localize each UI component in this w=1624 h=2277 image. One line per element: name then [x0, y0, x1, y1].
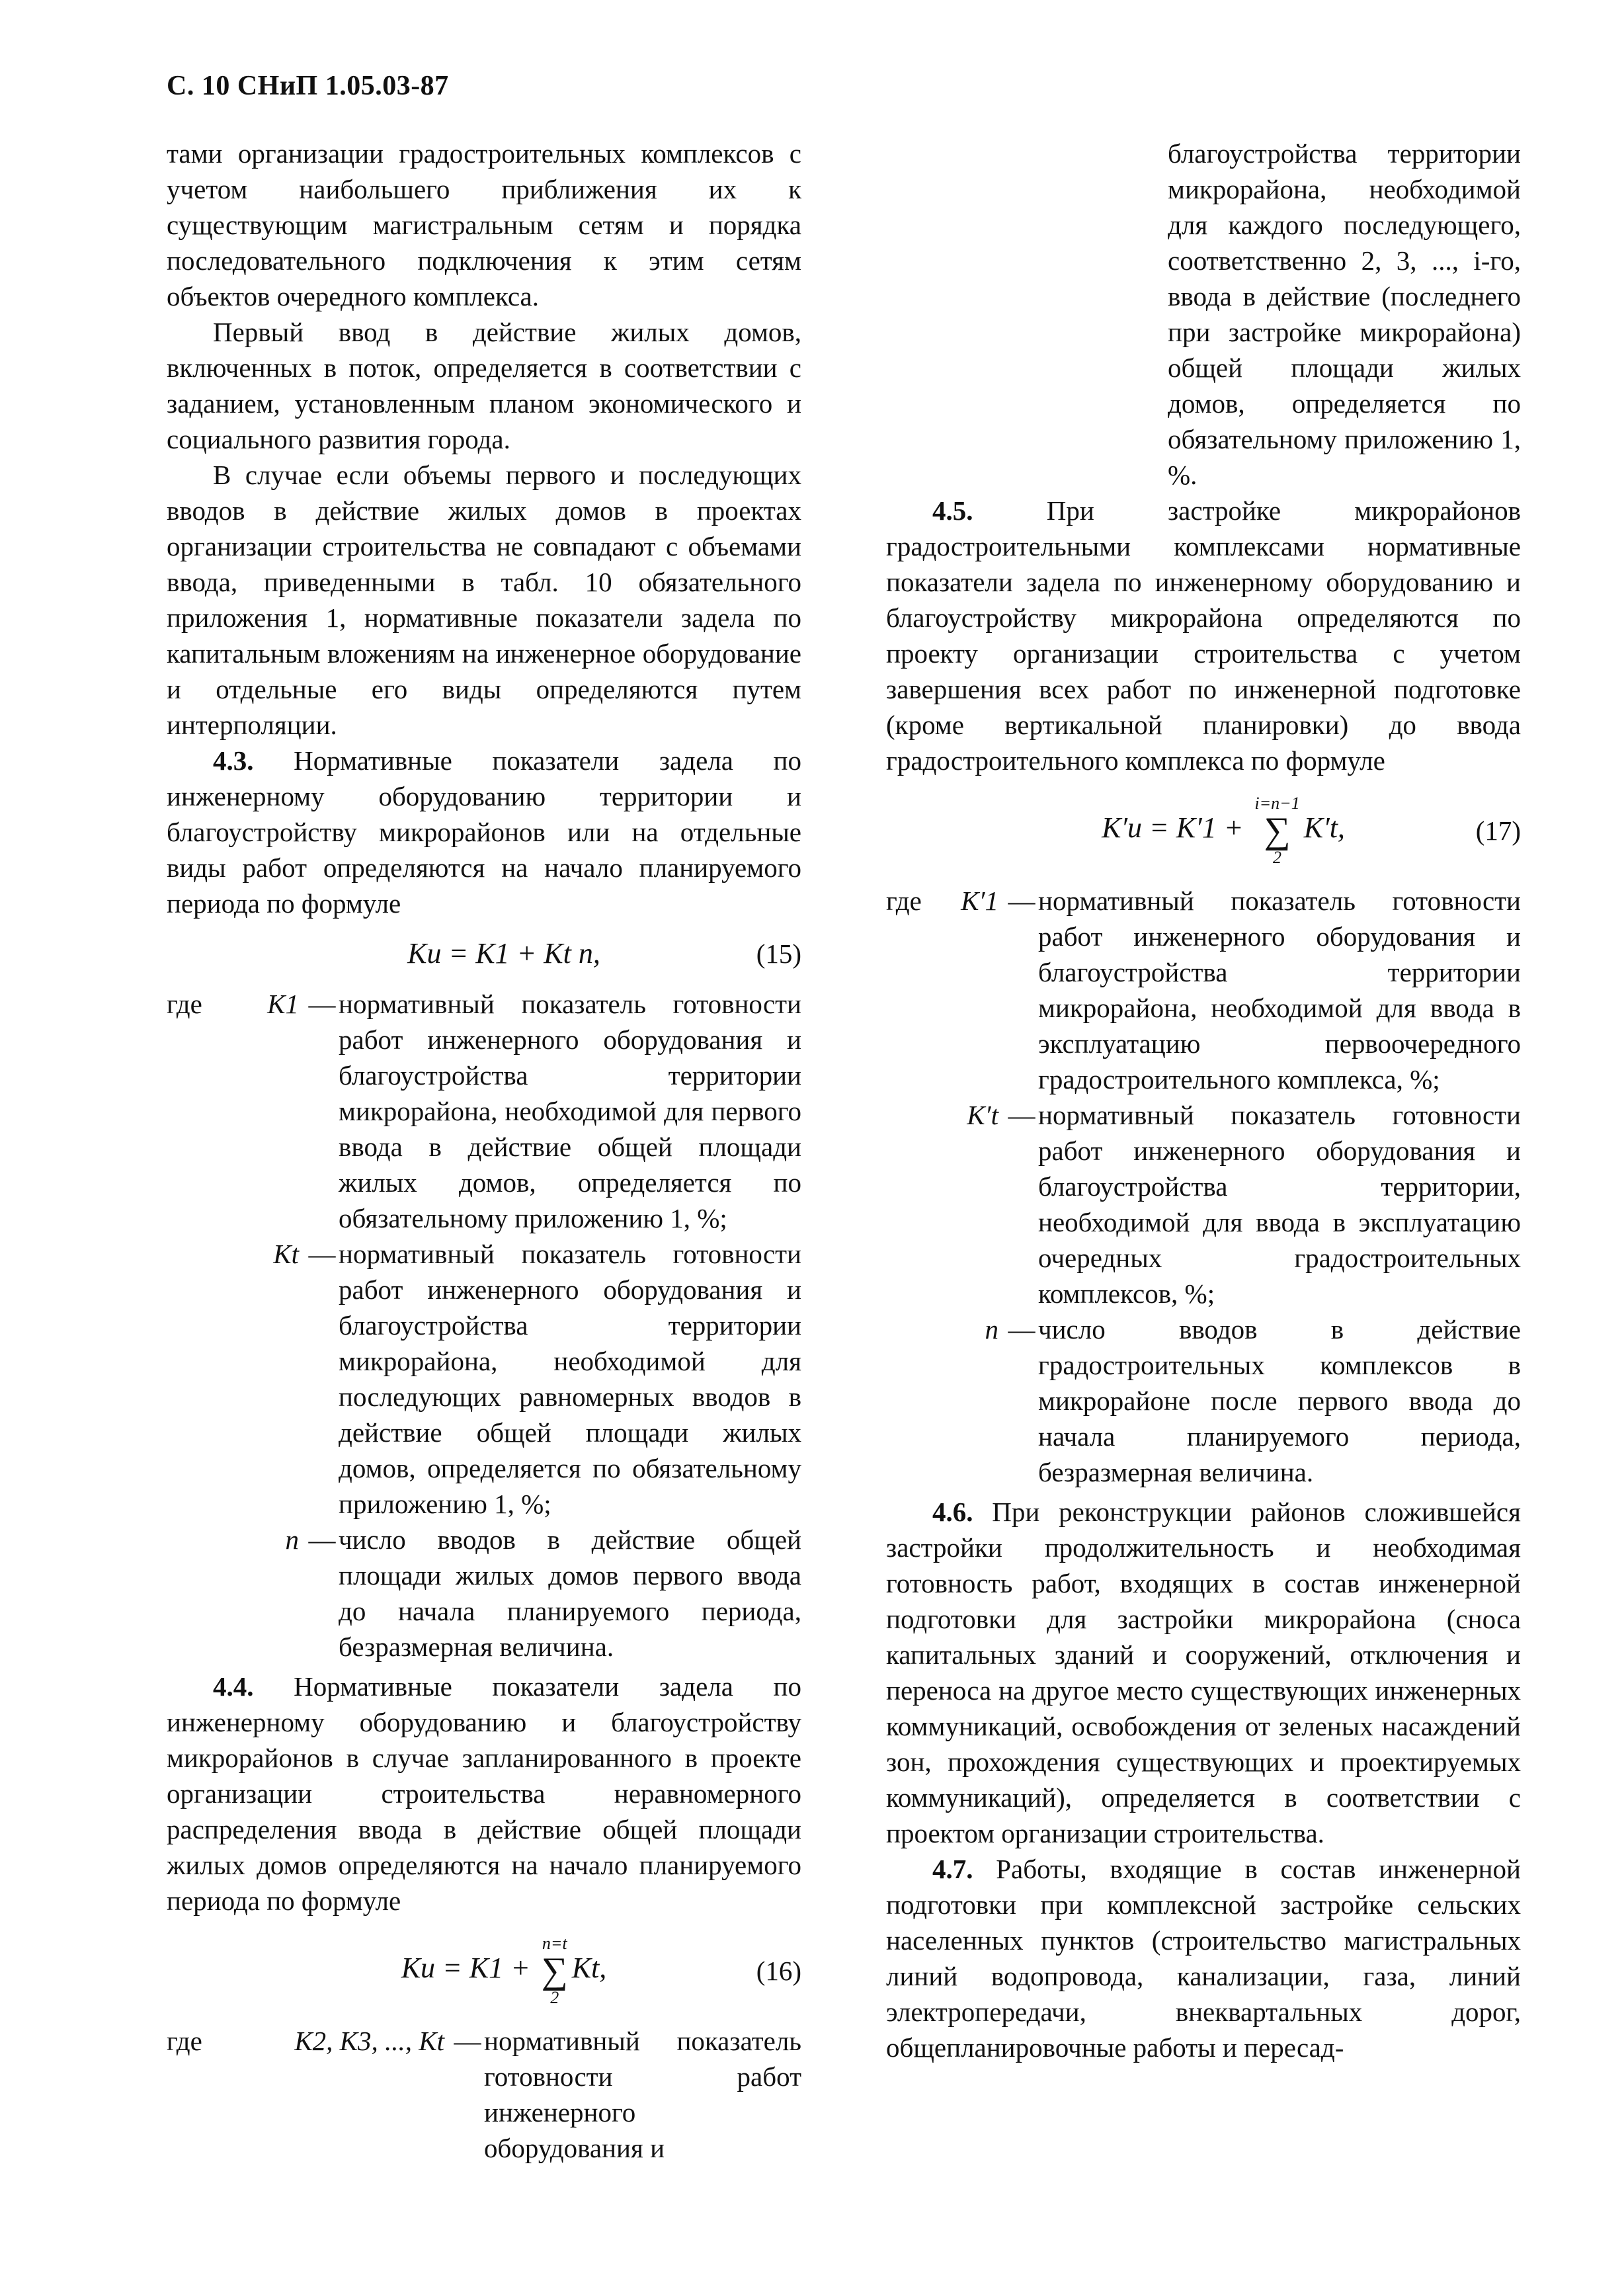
- formula-expression: Kи = K1 + Kt n,: [407, 937, 600, 970]
- section-4-5: [886, 493, 1521, 778]
- section-text: Работы, входящие в состав инженерной подготовки при комплексной застройке сельских населенных пунктов (строительство магистральных линий водопровода, канализации, газа, линий электропередачи, внеквартальных дорог, общепланировочные работы и пересад-: [886, 1854, 1521, 2063]
- section-4-7: [886, 1851, 1521, 2065]
- section-text: Нормативные показатели задела по инженерному оборудованию и благоустройству микрорайонов в случае запланированного в проекте организации строительства неравномерного распределения ввода в действие общей площади жилых домов определяются на начало планируемого периода по формуле: [167, 1671, 801, 1916]
- section-text: При реконструкции районов сложившейся застройки продолжительность и необходимая готовность работ, входящих в состав инженерной подготовки для застройки микрорайона (сноса капитальных зданий и сооружений, отключения и переноса на другое место существующих инженерных коммуникаций, освобождения от зеленых насаждений зон, прохождения существующих и проектируемых коммуникаций), определяется в соответствии с проектом организации строительства.: [886, 1497, 1521, 1848]
- formula-right: Kt,: [571, 1952, 607, 1985]
- definition-row: [886, 1311, 1521, 1490]
- sigma-icon: ∑: [1264, 810, 1291, 851]
- paragraph: Первый ввод в действие жилых домов, включенных в поток, определяется в соответствии с заданием, установленным планом экономического и социального развития города.: [167, 317, 801, 454]
- formula-expression: [886, 795, 1468, 866]
- section-4-4: [167, 1669, 801, 1919]
- definition-symbol: K2, K3, ..., Kt: [294, 2026, 444, 2056]
- sigma-icon: ∑: [541, 1950, 568, 1991]
- definition-symbol: K′1: [961, 886, 998, 916]
- formula-expression: [167, 1935, 749, 2007]
- sum-symbol: [542, 1935, 568, 2007]
- section-4-3: [167, 743, 801, 921]
- section-number: 4.3.: [213, 745, 254, 776]
- definition-row: [167, 1236, 801, 1522]
- definitions-16: [167, 2023, 801, 2166]
- definition-symbol: K′t: [967, 1100, 998, 1130]
- definitions-15: [167, 986, 801, 1665]
- section-text: При застройке микрорайонов градостроительными комплексами нормативные показатели задела по инженерному оборудованию и благоустройству микрорайона определяются по проекту организации строительства с учетом завершения всех работ по инженерной подготовке (кроме вертикальной планировки) до ввода градостроительного комплекса по формуле: [886, 495, 1521, 776]
- equation-number: (17): [1475, 815, 1521, 846]
- section-number: 4.6.: [932, 1497, 973, 1527]
- left-column: [167, 136, 801, 2170]
- definition-text: нормативный показатель готовности работ инженерного оборудования и: [484, 2026, 801, 2163]
- sum-upper-limit: i=n−1: [1254, 794, 1300, 813]
- definition-text: нормативный показатель готовности работ инженерного оборудования и благоустройства территории микрорайона, необходимой для ввода в эксплуатацию первоочередного градостроительного комплекса, %;: [1038, 886, 1521, 1095]
- sum-lower-limit: 2: [550, 1988, 559, 2007]
- definition-symbol: n: [285, 1524, 299, 1555]
- paragraph: В случае если объемы первого и последующих вводов в действие жилых домов в проектах организации строительства не совпадают с объемами ввода, приведенными в табл. 10 обязательного приложения 1, нормативные показатели задела по капитальным вложениям на инженерное оборудование и отдельные его виды определяются путем интерполяции.: [167, 460, 801, 740]
- definition-text: нормативный показатель готовности работ инженерного оборудования и благоустройства территории микрорайона, необходимой для первого ввода в действие общей площади жилых домов, определяется по обязательному приложению 1, %;: [339, 989, 801, 1233]
- equation-number: (15): [756, 938, 801, 969]
- definition-row: [886, 1097, 1521, 1311]
- section-number: 4.5.: [932, 495, 973, 526]
- dash: —: [1008, 1314, 1035, 1345]
- definition-symbol: Kt: [273, 1239, 299, 1269]
- sum-lower-limit: 2: [1273, 848, 1282, 867]
- dash: —: [308, 989, 336, 1019]
- definition-text: число вводов в действие градостроительных комплексов в микрорайоне после первого ввода до начала планируемого периода, безразмерная величина.: [1038, 1314, 1521, 1487]
- definition-row: [167, 1522, 801, 1665]
- formula-16: [167, 1928, 801, 2014]
- right-column: [886, 136, 1521, 2065]
- definition-text: нормативный показатель готовности работ инженерного оборудования и благоустройства территории, необходимой для ввода в эксплуатацию очередных градостроительных комплексов, %;: [1038, 1100, 1521, 1309]
- section-number: 4.4.: [213, 1671, 254, 1702]
- dash: —: [1008, 1100, 1035, 1130]
- dash: —: [1008, 886, 1035, 916]
- definition-symbol: n: [985, 1314, 998, 1345]
- definition-row: [167, 2023, 801, 2166]
- definition-prefix: где: [167, 989, 202, 1019]
- paragraph: тами организации градостроительных комплексов с учетом наибольшего приближения их к существующим магистральным сетям и порядка последовательного подключения к этим сетям объектов очередного комплекса.: [167, 138, 801, 311]
- formula-15: [167, 931, 801, 977]
- definition-symbol: K1: [267, 989, 299, 1019]
- formula-left: K′и = K′1 +: [1102, 811, 1251, 845]
- definition-continuation: благоустройства территории микрорайона, необходимой для каждого последующего, соответственно 2, 3, ..., i-го, ввода в действие (последнего при застройке микрорайона) общей площади жилых домов, определяется по обязательному приложению 1, %.: [1168, 138, 1521, 490]
- formula-right: K′t,: [1303, 811, 1345, 845]
- sum-upper-limit: n=t: [542, 1934, 567, 1953]
- section-number: 4.7.: [932, 1854, 973, 1884]
- definition-prefix: где: [886, 886, 922, 916]
- definitions-17: [886, 883, 1521, 1490]
- equation-number: (16): [756, 1956, 801, 1986]
- formula-17: [886, 788, 1521, 874]
- dash: —: [454, 2026, 481, 2056]
- definition-prefix: где: [167, 2026, 202, 2056]
- sum-symbol: [1254, 795, 1299, 866]
- definition-text: нормативный показатель готовности работ инженерного оборудования и благоустройства территории микрорайона, необходимой для последующих равномерных вводов в действие общей площади жилых домов, определяется по обязательному приложению 1, %;: [339, 1239, 801, 1519]
- definition-row: [167, 986, 801, 1236]
- definition-text: число вводов в действие общей площади жилых домов первого ввода до начала планируемого периода, безразмерная величина.: [339, 1524, 801, 1662]
- section-text: Нормативные показатели задела по инженерному оборудованию территории и благоустройству микрорайонов или на отдельные виды работ определяются на начало планируемого периода по формуле: [167, 745, 801, 919]
- dash: —: [308, 1524, 336, 1555]
- page-header: С. 10 СНиП 1.05.03-87: [167, 71, 449, 101]
- definition-row: [886, 883, 1521, 1097]
- formula-left: Kи = K1 +: [401, 1952, 538, 1985]
- dash: —: [308, 1239, 336, 1269]
- section-4-6: [886, 1494, 1521, 1851]
